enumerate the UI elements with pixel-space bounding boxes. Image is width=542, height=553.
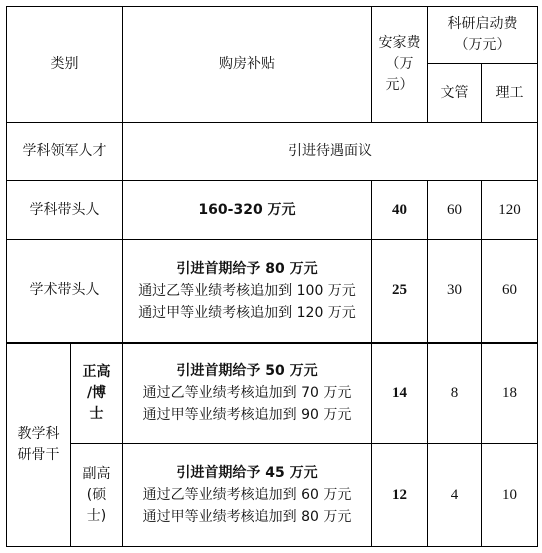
settlement-fee-line: （万	[385, 56, 414, 72]
row-subsidy	[123, 240, 372, 343]
subrow-title-line: 副高	[82, 465, 111, 482]
row-settlement: 25	[372, 240, 428, 343]
row-subsidy	[123, 444, 372, 547]
subsidy-line: 引进首期给予 45 万元	[176, 465, 318, 481]
subrow-title-line: (硕	[86, 486, 107, 503]
row-merged-text: 引进待遇面议	[123, 123, 538, 181]
subrow-title	[71, 444, 123, 547]
row-category: 学科领军人才	[7, 123, 123, 181]
subsidy-line: 引进首期给予 50 万元	[176, 363, 318, 380]
subsidy-line: 引进首期给予 80 万元	[176, 260, 318, 277]
row-science: 10	[482, 444, 538, 547]
header-startup-fee	[428, 7, 538, 64]
table-row	[7, 123, 538, 181]
row-science: 18	[482, 343, 538, 444]
header-settlement-fee	[372, 7, 428, 123]
startup-fee-line: （万元）	[454, 37, 511, 53]
table-row	[7, 343, 538, 444]
table-row	[7, 444, 538, 547]
header-liberal: 文管	[428, 64, 482, 123]
settlement-fee-line: 元）	[385, 77, 414, 93]
subrow-title-line: 正高	[82, 363, 111, 380]
row-science: 120	[482, 181, 538, 240]
row-settlement: 14	[372, 343, 428, 444]
table-row	[7, 181, 538, 240]
settlement-fee-line: 安家费	[378, 35, 421, 51]
row-subsidy	[123, 343, 372, 444]
subsidy-line: 通过乙等业绩考核追加到 60 万元	[142, 487, 352, 503]
subrow-title	[71, 343, 123, 444]
group-label-line: 教学科	[17, 425, 60, 442]
startup-fee-line: 科研启动费	[447, 16, 518, 32]
row-liberal: 60	[428, 181, 482, 240]
header-category: 类别	[7, 7, 123, 123]
row-category: 学科带头人	[7, 181, 123, 240]
subsidy-line: 通过甲等业绩考核追加到 90 万元	[142, 407, 352, 424]
subsidy-line: 通过甲等业绩考核追加到 80 万元	[142, 509, 352, 525]
row-category: 学术带头人	[7, 240, 123, 343]
subrow-title-line: 士	[89, 405, 104, 422]
row-science: 60	[482, 240, 538, 343]
subsidy-line: 通过乙等业绩考核追加到 70 万元	[142, 385, 352, 402]
subrow-title-line: /博	[86, 384, 107, 401]
subsidy-line: 通过甲等业绩考核追加到 120 万元	[138, 304, 356, 321]
header-housing-subsidy: 购房补贴	[123, 7, 372, 123]
subsidy-line: 通过乙等业绩考核追加到 100 万元	[138, 282, 356, 299]
row-liberal: 8	[428, 343, 482, 444]
header-science: 理工	[482, 64, 538, 123]
row-subsidy: 160-320 万元	[123, 181, 372, 240]
group-label-line: 研骨干	[17, 446, 60, 463]
subrow-title-line: 士)	[86, 507, 107, 524]
table-row	[7, 240, 538, 343]
header-row-1	[7, 7, 538, 64]
row-settlement: 40	[372, 181, 428, 240]
row-settlement: 12	[372, 444, 428, 547]
row-liberal: 4	[428, 444, 482, 547]
group-label	[7, 343, 71, 547]
talent-benefits-table	[6, 6, 538, 547]
row-liberal: 30	[428, 240, 482, 343]
